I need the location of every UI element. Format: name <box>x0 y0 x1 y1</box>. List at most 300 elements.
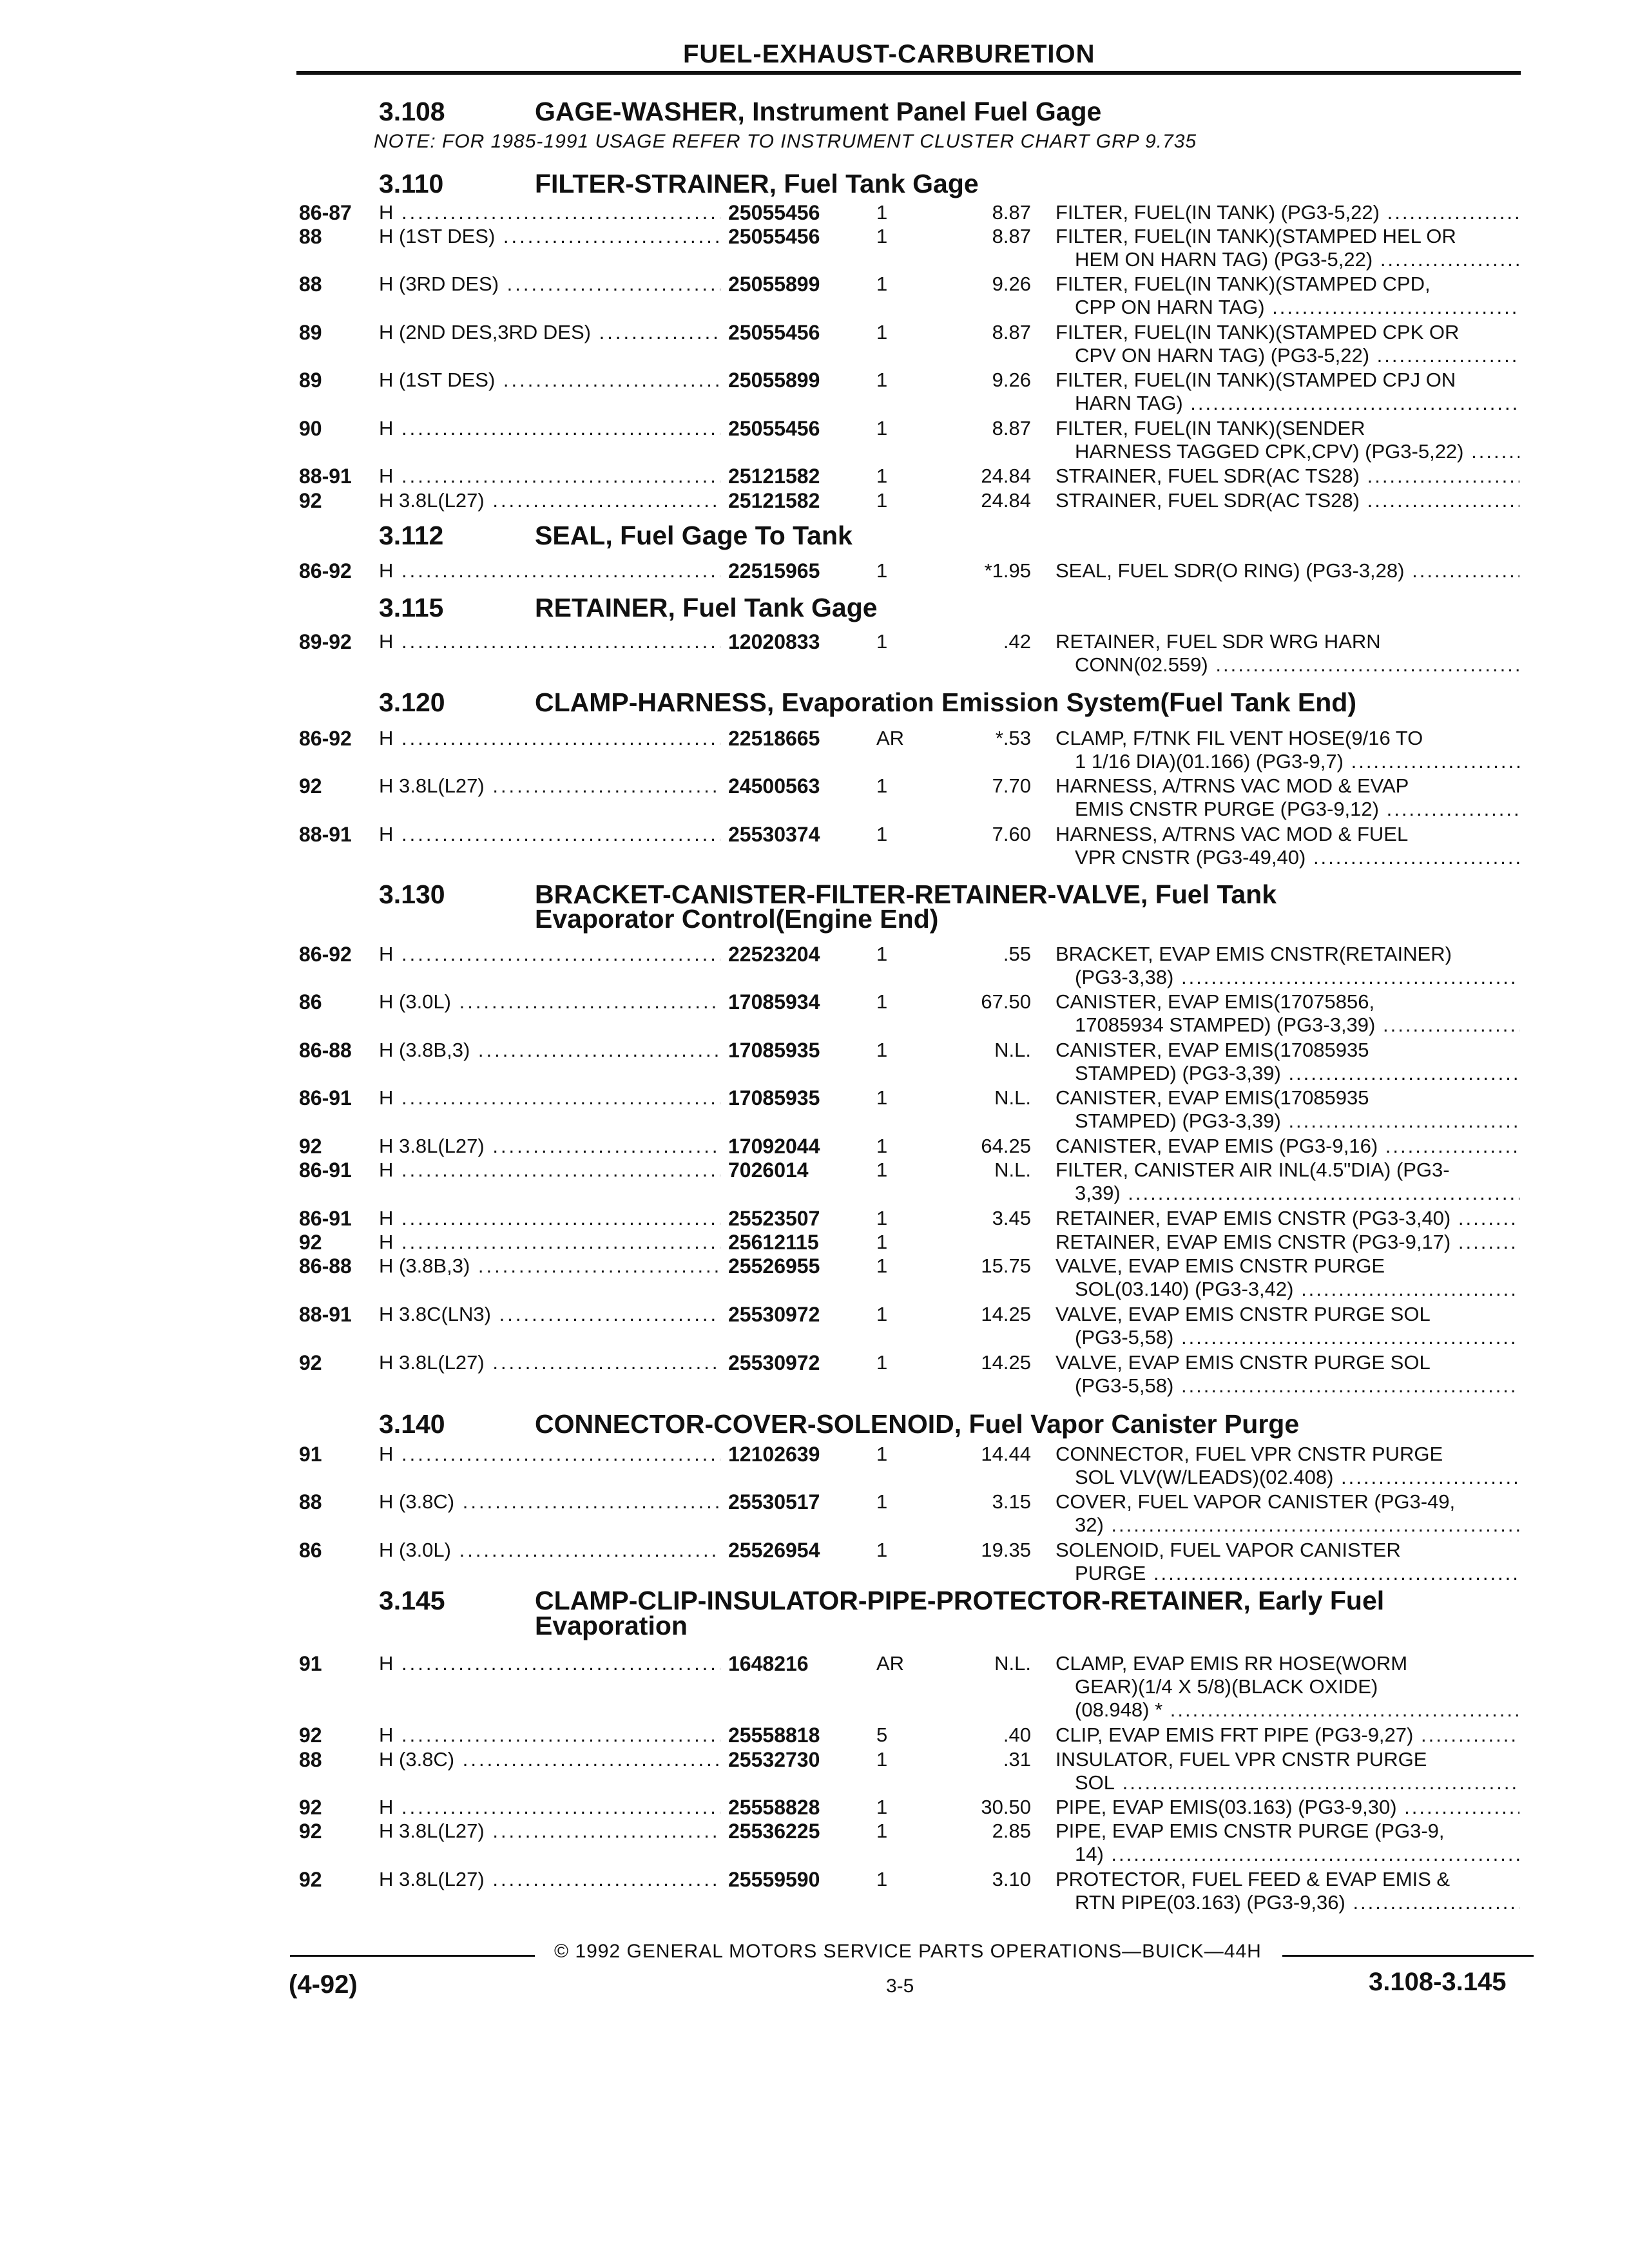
section-title: FILTER-STRAINER, Fuel Tank Gage <box>535 169 979 198</box>
part-description <box>1055 727 1519 773</box>
footer-page-number: 3-5 <box>886 1975 914 1997</box>
section-title: CLAMP-HARNESS, Evaporation Emission System(Fuel Tank End) <box>535 687 1356 717</box>
description-line: FILTER, FUEL(IN TANK)(STAMPED CPK OR <box>1055 321 1460 343</box>
description-line: CLIP, EVAP EMIS FRT PIPE (PG3-9,27) ..... <box>1055 1724 1519 1747</box>
body-model: H ..... <box>379 417 720 440</box>
body-model: H (3.8C) ..... <box>379 1490 720 1514</box>
list-price: 3.10 <box>992 1868 1031 1890</box>
part-description <box>1055 321 1519 367</box>
body-model: H ..... <box>379 1158 720 1182</box>
list-price: 3.45 <box>992 1207 1031 1229</box>
model-year: 92 <box>299 1796 322 1819</box>
part-row <box>0 727 1629 773</box>
quantity: 1 <box>876 1868 888 1890</box>
quantity: 1 <box>876 1796 888 1818</box>
list-price: 8.87 <box>992 201 1031 224</box>
quantity: 1 <box>876 823 888 845</box>
section-number: 3.145 <box>379 1586 445 1615</box>
body-model: H (1ST DES) ..... <box>379 225 720 248</box>
part-row <box>0 1652 1629 1721</box>
part-description <box>1055 1748 1519 1794</box>
list-price: N.L. <box>994 1158 1031 1181</box>
part-row <box>0 990 1629 1036</box>
description-line: FILTER, FUEL(IN TANK) (PG3-5,22) ..... <box>1055 201 1519 224</box>
part-number: 17085935 <box>728 1039 820 1062</box>
description-line: CANISTER, EVAP EMIS(17085935 <box>1055 1086 1369 1109</box>
part-number: 25055456 <box>728 417 820 440</box>
part-row <box>0 1039 1629 1084</box>
model-year: 91 <box>299 1652 322 1675</box>
part-description <box>1055 1351 1519 1398</box>
quantity: 1 <box>876 1086 888 1109</box>
part-description <box>1055 1724 1519 1747</box>
body-model: H ..... <box>379 1652 720 1675</box>
list-price: 14.25 <box>981 1303 1031 1325</box>
description-line: VALVE, EVAP EMIS CNSTR PURGE <box>1055 1254 1385 1277</box>
part-row <box>0 1796 1629 1821</box>
description-line: PIPE, EVAP EMIS CNSTR PURGE (PG3-9, <box>1055 1820 1445 1842</box>
part-row <box>0 1207 1629 1233</box>
model-year: 86-87 <box>299 201 352 224</box>
part-row <box>0 417 1629 463</box>
part-number: 7026014 <box>728 1158 809 1182</box>
description-line: 3,39) ..... <box>1055 1182 1519 1205</box>
model-year: 91 <box>299 1443 322 1466</box>
part-row <box>0 1135 1629 1160</box>
part-row <box>0 489 1629 515</box>
part-number: 25530972 <box>728 1351 820 1374</box>
model-year: 89 <box>299 369 322 392</box>
body-model: H ..... <box>379 630 720 653</box>
body-model: H 3.8L(L27) ..... <box>379 489 720 512</box>
quantity: 1 <box>876 1231 888 1253</box>
model-year: 90 <box>299 417 322 440</box>
part-number: 25530517 <box>728 1490 820 1514</box>
body-model: H ..... <box>379 1231 720 1254</box>
part-number: 22515965 <box>728 559 820 582</box>
quantity: 1 <box>876 1207 888 1229</box>
part-description <box>1055 774 1519 821</box>
part-row <box>0 1158 1629 1204</box>
part-number: 22523204 <box>728 943 820 966</box>
part-row <box>0 1231 1629 1256</box>
body-model: H (3.8B,3) ..... <box>379 1254 720 1278</box>
body-model: H ..... <box>379 727 720 750</box>
section-title-continued: Evaporation <box>535 1611 688 1640</box>
section-title: GAGE-WASHER, Instrument Panel Fuel Gage <box>535 97 1102 126</box>
part-description <box>1055 465 1519 488</box>
description-line: FILTER, CANISTER AIR INL(4.5"DIA) (PG3- <box>1055 1158 1450 1181</box>
model-year: 88 <box>299 273 322 296</box>
list-price: 64.25 <box>981 1135 1031 1157</box>
part-row <box>0 1254 1629 1300</box>
quantity: 1 <box>876 225 888 247</box>
list-price: 15.75 <box>981 1254 1031 1277</box>
description-line: COVER, FUEL VAPOR CANISTER (PG3-49, <box>1055 1490 1456 1513</box>
model-year: 86-92 <box>299 943 352 966</box>
list-price: 24.84 <box>981 465 1031 487</box>
body-model: H (3.8B,3) ..... <box>379 1039 720 1062</box>
section-title: BRACKET-CANISTER-FILTER-RETAINER-VALVE, Fuel Tank <box>535 879 1277 909</box>
section-title: CONNECTOR-COVER-SOLENOID, Fuel Vapor Canister Purge <box>535 1409 1300 1439</box>
part-row <box>0 630 1629 676</box>
description-line: FILTER, FUEL(IN TANK)(STAMPED CPD, <box>1055 273 1431 295</box>
description-line: STRAINER, FUEL SDR(AC TS28) ..... <box>1055 489 1519 512</box>
description-line: HARN TAG) ..... <box>1055 392 1519 415</box>
part-row <box>0 823 1629 869</box>
part-row <box>0 774 1629 820</box>
page-header-title: FUEL-EXHAUST-CARBURETION <box>683 40 1095 68</box>
part-description <box>1055 1207 1519 1230</box>
quantity: 1 <box>876 201 888 224</box>
description-line: (PG3-3,38) ..... <box>1055 966 1519 989</box>
part-description <box>1055 417 1519 463</box>
model-year: 92 <box>299 1231 322 1254</box>
part-description <box>1055 943 1519 989</box>
description-line: 14) ..... <box>1055 1843 1519 1866</box>
model-year: 88-91 <box>299 1303 352 1326</box>
part-description <box>1055 1796 1519 1819</box>
part-number: 22518665 <box>728 727 820 750</box>
quantity: 1 <box>876 1490 888 1513</box>
body-model: H (3RD DES) ..... <box>379 273 720 296</box>
quantity: 1 <box>876 489 888 512</box>
body-model: H 3.8L(L27) ..... <box>379 1820 720 1843</box>
description-line: HARNESS, A/TRNS VAC MOD & EVAP <box>1055 774 1409 797</box>
part-description <box>1055 369 1519 415</box>
description-line: VPR CNSTR (PG3-49,40) ..... <box>1055 846 1519 869</box>
model-year: 86-91 <box>299 1086 352 1110</box>
body-model: H ..... <box>379 465 720 488</box>
part-number: 25558818 <box>728 1724 820 1747</box>
quantity: 1 <box>876 1135 888 1157</box>
part-number: 12102639 <box>728 1443 820 1466</box>
part-row <box>0 943 1629 988</box>
description-line: (PG3-5,58) ..... <box>1055 1326 1519 1349</box>
part-description <box>1055 630 1519 677</box>
part-description <box>1055 1868 1519 1914</box>
description-line: CANISTER, EVAP EMIS(17085935 <box>1055 1039 1369 1061</box>
part-description <box>1055 1443 1519 1489</box>
quantity: 1 <box>876 273 888 295</box>
part-row <box>0 1351 1629 1397</box>
part-description <box>1055 1652 1519 1722</box>
quantity: 1 <box>876 559 888 582</box>
description-line: RTN PIPE(03.163) (PG3-9,36) ..... <box>1055 1891 1519 1914</box>
quantity: AR <box>876 727 905 749</box>
header-rule <box>296 71 1521 75</box>
list-price: 24.84 <box>981 489 1031 512</box>
model-year: 86-91 <box>299 1207 352 1230</box>
part-number: 17092044 <box>728 1135 820 1158</box>
quantity: 1 <box>876 369 888 391</box>
body-model: H 3.8L(L27) ..... <box>379 1135 720 1158</box>
part-number: 25558828 <box>728 1796 820 1819</box>
part-number: 17085935 <box>728 1086 820 1110</box>
list-price: .31 <box>1003 1748 1031 1771</box>
section-number: 3.130 <box>379 879 445 909</box>
part-description <box>1055 1254 1519 1301</box>
part-description <box>1055 489 1519 512</box>
list-price: 8.87 <box>992 321 1031 343</box>
part-description <box>1055 1158 1519 1205</box>
body-model: H 3.8L(L27) ..... <box>379 1351 720 1374</box>
part-row <box>0 1490 1629 1536</box>
description-line: GEAR)(1/4 X 5/8)(BLACK OXIDE) <box>1075 1675 1378 1698</box>
quantity: 1 <box>876 1748 888 1771</box>
description-line: VALVE, EVAP EMIS CNSTR PURGE SOL <box>1055 1303 1431 1325</box>
model-year: 86-91 <box>299 1158 352 1182</box>
list-price: 8.87 <box>992 225 1031 247</box>
part-number: 25055456 <box>728 321 820 344</box>
description-line: FILTER, FUEL(IN TANK)(STAMPED HEL OR <box>1055 225 1456 247</box>
part-number: 25532730 <box>728 1748 820 1771</box>
part-row <box>0 321 1629 367</box>
part-description <box>1055 823 1519 869</box>
body-model: H ..... <box>379 1724 720 1747</box>
list-price: 3.15 <box>992 1490 1031 1513</box>
description-line: CONNECTOR, FUEL VPR CNSTR PURGE <box>1055 1443 1443 1465</box>
description-line: HEM ON HARN TAG) (PG3-5,22) ..... <box>1055 248 1519 271</box>
section-number: 3.112 <box>379 521 444 550</box>
footer-rule-left <box>290 1955 535 1957</box>
list-price: N.L. <box>994 1039 1031 1061</box>
model-year: 92 <box>299 1135 322 1158</box>
model-year: 92 <box>299 1724 322 1747</box>
footer-section-range: 3.108-3.145 <box>1369 1968 1507 1996</box>
body-model: H ..... <box>379 943 720 966</box>
body-model: H (3.0L) ..... <box>379 990 720 1014</box>
description-line: STAMPED) (PG3-3,39) ..... <box>1055 1110 1519 1133</box>
model-year: 88-91 <box>299 823 352 846</box>
quantity: 1 <box>876 1254 888 1277</box>
description-line: RETAINER, FUEL SDR WRG HARN <box>1055 630 1381 653</box>
description-line: PURGE ..... <box>1055 1562 1519 1585</box>
description-line: CPV ON HARN TAG) (PG3-5,22) ..... <box>1055 344 1519 367</box>
part-description <box>1055 1820 1519 1866</box>
section-number: 3.115 <box>379 593 444 622</box>
section-title: CLAMP-CLIP-INSULATOR-PIPE-PROTECTOR-RETAINER, Early Fuel <box>535 1586 1385 1615</box>
model-year: 86-88 <box>299 1254 352 1278</box>
list-price: 9.26 <box>992 369 1031 391</box>
section-title-continued: Evaporator Control(Engine End) <box>535 904 939 934</box>
quantity: 1 <box>876 1443 888 1465</box>
part-number: 25121582 <box>728 489 820 512</box>
description-line: VALVE, EVAP EMIS CNSTR PURGE SOL <box>1055 1351 1431 1374</box>
list-price: 9.26 <box>992 273 1031 295</box>
description-line: (PG3-5,58) ..... <box>1055 1374 1519 1398</box>
description-line: 32) ..... <box>1055 1514 1519 1537</box>
description-line: STAMPED) (PG3-3,39) ..... <box>1055 1062 1519 1085</box>
part-number: 25612115 <box>728 1231 819 1254</box>
section-number: 3.120 <box>379 687 445 717</box>
part-row <box>0 273 1629 318</box>
part-row <box>0 559 1629 585</box>
part-row <box>0 1303 1629 1349</box>
description-line: HARNESS, A/TRNS VAC MOD & FUEL <box>1055 823 1409 845</box>
body-model: H (3.0L) ..... <box>379 1539 720 1562</box>
model-year: 88-91 <box>299 465 352 488</box>
body-model: H ..... <box>379 823 720 846</box>
model-year: 86-88 <box>299 1039 352 1062</box>
description-line: SOL VLV(W/LEADS)(02.408) ..... <box>1055 1466 1519 1489</box>
part-description <box>1055 1086 1519 1133</box>
part-row <box>0 1724 1629 1749</box>
description-line: CLAMP, EVAP EMIS RR HOSE(WORM <box>1055 1652 1408 1675</box>
footer-rule-right <box>1282 1955 1534 1957</box>
quantity: 1 <box>876 1539 888 1561</box>
description-line: 1 1/16 DIA)(01.166) (PG3-9,7) ..... <box>1055 750 1519 773</box>
model-year: 86 <box>299 990 322 1014</box>
description-line: STRAINER, FUEL SDR(AC TS28) ..... <box>1055 465 1519 488</box>
description-line: CLAMP, F/TNK FIL VENT HOSE(9/16 TO <box>1055 727 1423 749</box>
model-year: 88 <box>299 1490 322 1514</box>
model-year: 92 <box>299 774 322 798</box>
part-row <box>0 1820 1629 1865</box>
quantity: 1 <box>876 990 888 1013</box>
part-row <box>0 1086 1629 1132</box>
list-price: 14.25 <box>981 1351 1031 1374</box>
list-price: *1.95 <box>984 559 1031 582</box>
part-number: 25121582 <box>728 465 820 488</box>
part-description <box>1055 1135 1519 1158</box>
quantity: AR <box>876 1652 905 1675</box>
description-line: RETAINER, EVAP EMIS CNSTR (PG3-9,17) ..... <box>1055 1231 1519 1254</box>
part-number: 25055899 <box>728 273 820 296</box>
quantity: 5 <box>876 1724 888 1746</box>
body-model: H ..... <box>379 1796 720 1819</box>
part-description <box>1055 1039 1519 1085</box>
list-price: *.53 <box>995 727 1031 749</box>
section-title: SEAL, Fuel Gage To Tank <box>535 521 853 550</box>
part-description <box>1055 1490 1519 1537</box>
description-line: SOL ..... <box>1055 1771 1519 1794</box>
model-year: 86-92 <box>299 559 352 582</box>
description-line: (08.948) * ..... <box>1055 1698 1519 1722</box>
part-number: 25055899 <box>728 369 820 392</box>
part-row <box>0 1443 1629 1488</box>
section-title: RETAINER, Fuel Tank Gage <box>535 593 878 622</box>
part-number: 1648216 <box>728 1652 809 1675</box>
part-description <box>1055 1231 1519 1254</box>
quantity: 1 <box>876 1351 888 1374</box>
section-note: NOTE: FOR 1985-1991 USAGE REFER TO INSTRUMENT CLUSTER CHART GRP 9.735 <box>374 131 1197 152</box>
part-row <box>0 201 1629 227</box>
list-price: 7.70 <box>992 774 1031 797</box>
description-line: BRACKET, EVAP EMIS CNSTR(RETAINER) <box>1055 943 1452 965</box>
part-row <box>0 225 1629 271</box>
section-number: 3.140 <box>379 1409 445 1439</box>
body-model: H (1ST DES) ..... <box>379 369 720 392</box>
part-number: 25055456 <box>728 225 820 248</box>
body-model: H ..... <box>379 201 720 224</box>
part-number: 25523507 <box>728 1207 820 1230</box>
list-price: .55 <box>1003 943 1031 965</box>
part-row <box>0 465 1629 490</box>
part-description <box>1055 1539 1519 1585</box>
model-year: 92 <box>299 1868 322 1891</box>
part-number: 25530374 <box>728 823 820 846</box>
quantity: 1 <box>876 943 888 965</box>
body-model: H 3.8L(L27) ..... <box>379 774 720 798</box>
quantity: 1 <box>876 465 888 487</box>
quantity: 1 <box>876 774 888 797</box>
list-price: N.L. <box>994 1652 1031 1675</box>
description-line: 17085934 STAMPED) (PG3-3,39) ..... <box>1055 1014 1519 1037</box>
part-description <box>1055 201 1519 224</box>
part-description <box>1055 559 1519 582</box>
part-number: 25055456 <box>728 201 820 224</box>
description-line: HARNESS TAGGED CPK,CPV) (PG3-5,22) ..... <box>1055 440 1519 463</box>
description-line: FILTER, FUEL(IN TANK)(SENDER <box>1055 417 1365 439</box>
part-row <box>0 369 1629 414</box>
description-line: PIPE, EVAP EMIS(03.163) (PG3-9,30) ..... <box>1055 1796 1519 1819</box>
model-year: 89-92 <box>299 630 352 653</box>
description-line: SOL(03.140) (PG3-3,42) ..... <box>1055 1278 1519 1301</box>
model-year: 86 <box>299 1539 322 1562</box>
quantity: 1 <box>876 630 888 653</box>
description-line: CANISTER, EVAP EMIS(17075856, <box>1055 990 1375 1013</box>
quantity: 1 <box>876 1039 888 1061</box>
list-price: N.L. <box>994 1086 1031 1109</box>
section-number: 3.110 <box>379 169 444 198</box>
list-price: 8.87 <box>992 417 1031 439</box>
part-number: 24500563 <box>728 774 820 798</box>
description-line: CPP ON HARN TAG) ..... <box>1055 296 1519 319</box>
part-number: 17085934 <box>728 990 820 1014</box>
list-price: 67.50 <box>981 990 1031 1013</box>
description-line: FILTER, FUEL(IN TANK)(STAMPED CPJ ON <box>1055 369 1456 391</box>
description-line: PROTECTOR, FUEL FEED & EVAP EMIS & <box>1055 1868 1451 1890</box>
body-model: H 3.8L(L27) ..... <box>379 1868 720 1891</box>
model-year: 88 <box>299 1748 322 1771</box>
model-year: 86-92 <box>299 727 352 750</box>
body-model: H ..... <box>379 559 720 582</box>
model-year: 88 <box>299 225 322 248</box>
model-year: 89 <box>299 321 322 344</box>
footer-copyright: © 1992 GENERAL MOTORS SERVICE PARTS OPERATIONS—BUICK—44H <box>554 1941 1262 1962</box>
description-line: SOLENOID, FUEL VAPOR CANISTER <box>1055 1539 1401 1561</box>
quantity: 1 <box>876 1158 888 1181</box>
part-number: 25526955 <box>728 1254 820 1278</box>
quantity: 1 <box>876 417 888 439</box>
description-line: RETAINER, EVAP EMIS CNSTR (PG3-3,40) ..... <box>1055 1207 1519 1230</box>
model-year: 92 <box>299 489 322 512</box>
quantity: 1 <box>876 321 888 343</box>
part-row <box>0 1868 1629 1914</box>
model-year: 92 <box>299 1351 322 1374</box>
description-line: CONN(02.559) ..... <box>1055 653 1519 677</box>
part-row <box>0 1748 1629 1794</box>
list-price: .40 <box>1003 1724 1031 1746</box>
quantity: 1 <box>876 1820 888 1842</box>
part-description <box>1055 1303 1519 1349</box>
description-line: SEAL, FUEL SDR(O RING) (PG3-3,28) ..... <box>1055 559 1519 582</box>
body-model: H 3.8C(LN3) ..... <box>379 1303 720 1326</box>
list-price: 7.60 <box>992 823 1031 845</box>
description-line: EMIS CNSTR PURGE (PG3-9,12) ..... <box>1055 798 1519 821</box>
list-price: 19.35 <box>981 1539 1031 1561</box>
part-number: 25526954 <box>728 1539 820 1562</box>
part-number: 25530972 <box>728 1303 820 1326</box>
list-price: 30.50 <box>981 1796 1031 1818</box>
body-model: H ..... <box>379 1443 720 1466</box>
list-price: 14.44 <box>981 1443 1031 1465</box>
part-number: 25559590 <box>728 1868 820 1891</box>
part-number: 25536225 <box>728 1820 820 1843</box>
part-number: 12020833 <box>728 630 820 653</box>
body-model: H ..... <box>379 1086 720 1110</box>
